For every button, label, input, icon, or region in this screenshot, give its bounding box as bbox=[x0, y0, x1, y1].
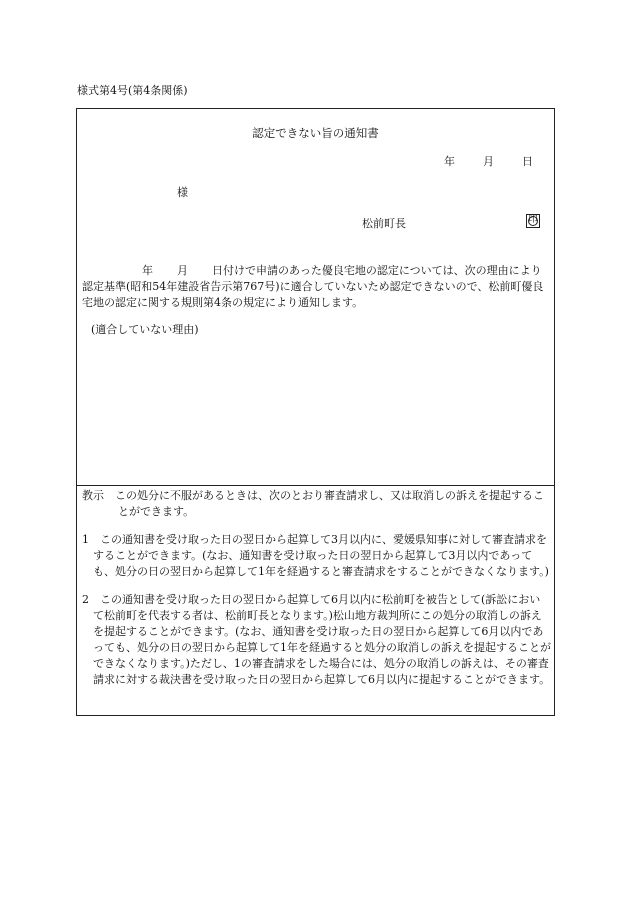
intro-body-text: 日付けで申請のあった優良宅地の認定については、次の理由により認定基準(昭和54年建設省告示第767号)に適合していないため認定できないので、松前町優良宅地の認定に関する規則第4条の規定により通知します。 bbox=[82, 264, 544, 309]
form-number-label: 様式第4号(第4条関係) bbox=[77, 84, 188, 97]
date-day-label: 日 bbox=[522, 155, 533, 168]
intro-month-label: 月 bbox=[177, 264, 188, 277]
instruction-item-2: 2 この通知書を受け取った日の翌日から起算して6月以内に松前町を被告として(訴訟において松前町を代表する者は、松前町長となります。)松山地方裁判所にこの処分の取消しの訴えを提起することができます。(なお、通知書を受け取った日の翌日から起算して6月以内であっても、処分の日の翌日から起算して1年を経過すると処分の取消しの訴えを提起することができなくなります。)ただし、1の審査請求をした場合には、処分の取消しの訴えは、その審査請求に対する裁決書を受け取った日の翌日から起算して6月以内に提起することができます。 bbox=[82, 593, 551, 686]
appeal-instructions bbox=[82, 488, 551, 688]
notice-body-paragraph bbox=[82, 263, 548, 311]
intro-year-label: 年 bbox=[142, 264, 153, 277]
seal-stamp-box bbox=[526, 214, 540, 228]
section-divider bbox=[77, 485, 554, 486]
date-line bbox=[444, 156, 533, 167]
document-title: 認定できない旨の通知書 bbox=[252, 126, 379, 140]
issuer-name: 松前町長 bbox=[362, 217, 406, 230]
instruction-item-1: 1 この通知書を受け取った日の翌日から起算して3月以内に、愛媛県知事に対して審査請求をすることができます。(なお、通知書を受け取った日の翌日から起算して3月以内であっても、処分の日の翌日から起算して1年を経過すると審査請求をすることができなくなります。) bbox=[82, 533, 549, 578]
addressee-suffix: 様 bbox=[177, 186, 188, 199]
seal-label: 印 bbox=[528, 215, 538, 225]
instruction-text: 教示 この処分に不服があるときは、次のとおり審査請求し、又は取消しの訴えを提起することができます。 bbox=[82, 489, 544, 518]
date-year-label: 年 bbox=[444, 155, 455, 168]
notice-form-frame bbox=[76, 108, 555, 716]
reason-heading: (適合していない理由) bbox=[91, 323, 199, 336]
date-month-label: 月 bbox=[483, 155, 494, 168]
